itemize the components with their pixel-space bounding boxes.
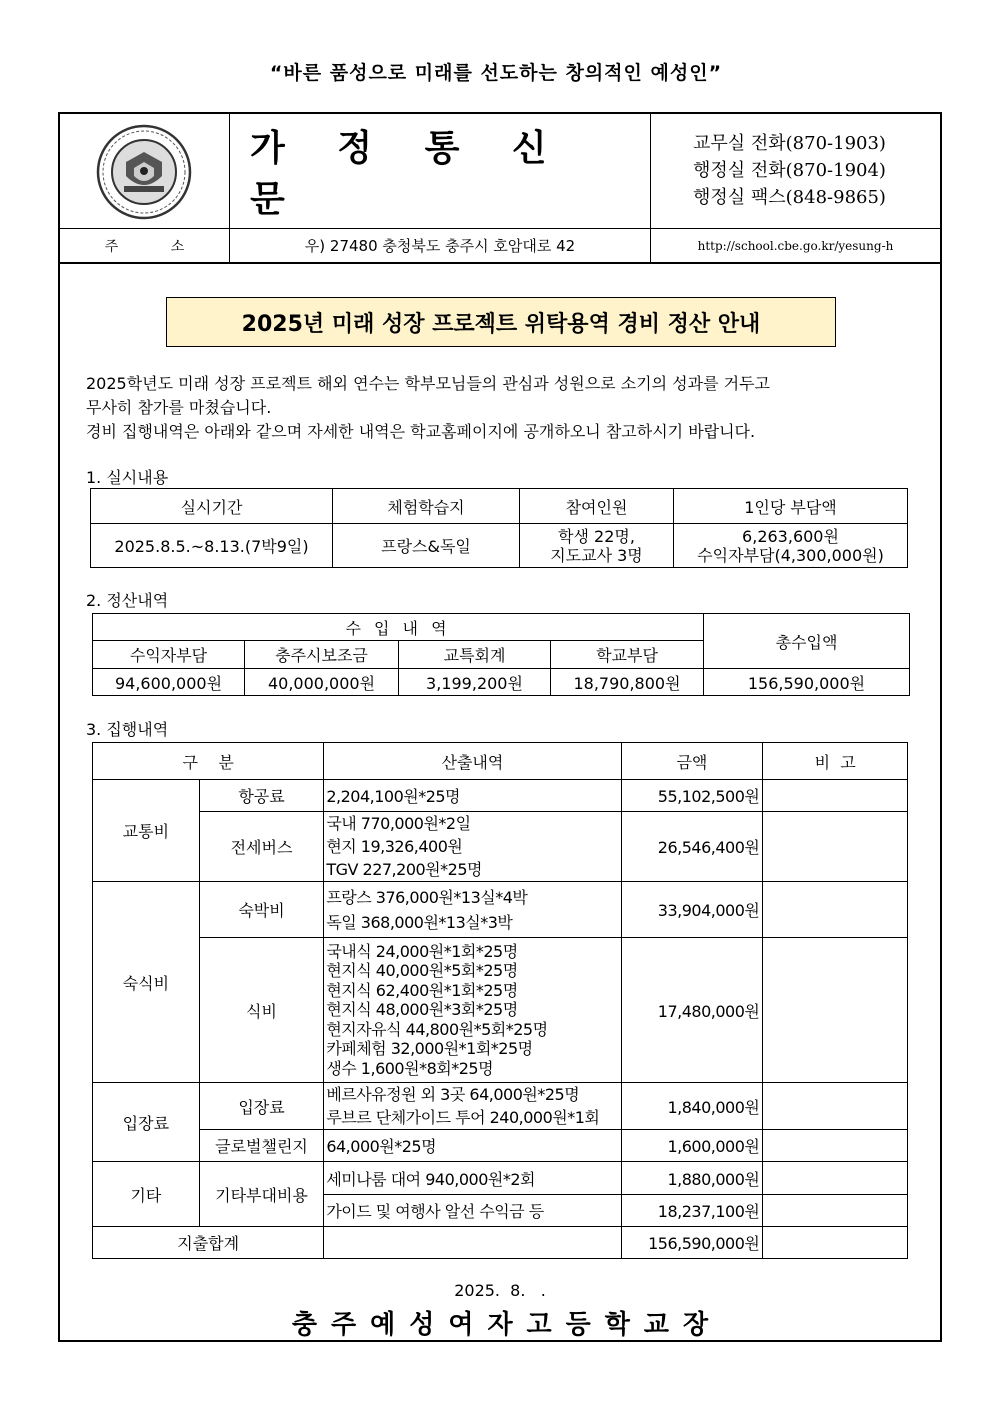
category-lodging: 숙식비 — [93, 882, 200, 1083]
calc-line: 독일 368,000원*13실*3박 — [326, 912, 513, 932]
amount-cell: 1,600,000원 — [621, 1130, 763, 1162]
note-cell — [763, 1130, 908, 1162]
calc-line: 베르사유정원 외 3곳 64,000원*25명 — [326, 1085, 580, 1104]
total-income-header: 총수입액 — [704, 614, 910, 669]
address-label: 주 소 — [60, 229, 230, 264]
header-cell: 체험학습지 — [333, 489, 520, 524]
calc-line: 국내 770,000원*2일 — [326, 814, 471, 833]
period-cell: 2025.8.5.~8.13.(7박9일) — [91, 524, 333, 568]
header-cell: 비 고 — [763, 743, 908, 780]
program-table — [90, 488, 908, 568]
logo-cell — [60, 114, 230, 229]
calc-cell — [324, 938, 621, 1083]
header-cell: 실시기간 — [91, 489, 333, 524]
document-title: 2025년 미래 성장 프로젝트 위탁용역 경비 정산 안내 — [166, 297, 836, 347]
amount-cell: 33,904,000원 — [621, 882, 763, 938]
contact-block — [651, 114, 940, 229]
value-cell: 94,600,000원 — [93, 669, 245, 696]
contact-admin: 행정실 전화(870-1904) — [693, 160, 886, 181]
intro-line: 2025학년도 미래 성장 프로젝트 해외 연수는 학부모님들의 관심과 성원으로 소기의 성과를 거두고 — [86, 374, 770, 393]
item-name: 글로벌챌린지 — [199, 1130, 324, 1162]
calc-line: TGV 227,200원*25명 — [326, 860, 482, 879]
item-name: 식비 — [199, 938, 324, 1083]
section-heading-3: 3. 집행내역 — [86, 720, 169, 739]
note-cell — [763, 812, 908, 882]
calc-line: 루브르 단체가이드 투어 240,000원*1회 — [326, 1108, 600, 1127]
calc-line: 현지식 48,000원*3회*25명 — [326, 1000, 518, 1020]
place-cell: 프랑스&독일 — [333, 524, 520, 568]
letterhead — [60, 114, 940, 264]
school-seal-icon — [96, 124, 192, 220]
section-heading-2: 2. 정산내역 — [86, 591, 169, 610]
header-cell: 구 분 — [93, 743, 324, 780]
header-cell: 교특회계 — [399, 641, 551, 669]
participants-teachers: 지도교사 3명 — [550, 545, 643, 565]
calc-cell — [324, 882, 621, 938]
calc-cell: 64,000원*25명 — [324, 1130, 621, 1162]
amount-cell: 1,880,000원 — [621, 1162, 763, 1195]
amount-cell: 55,102,500원 — [621, 780, 763, 812]
newsletter-title-cell — [230, 114, 651, 229]
cost-cell — [674, 524, 908, 568]
note-cell — [763, 1162, 908, 1195]
issue-date: 2025. 8. . — [454, 1281, 546, 1300]
calc-line: 현지자유식 44,800원*5회*25명 — [326, 1019, 548, 1039]
note-cell — [763, 1227, 908, 1259]
header-cell: 금액 — [621, 743, 763, 780]
amount-cell: 1,840,000원 — [621, 1083, 763, 1130]
note-cell — [763, 882, 908, 938]
item-name: 숙박비 — [199, 882, 324, 938]
amount-cell: 18,237,100원 — [621, 1195, 763, 1227]
value-cell: 18,790,800원 — [551, 669, 704, 696]
calc-line: 현지식 62,400원*1회*25명 — [326, 980, 518, 1000]
note-cell — [763, 938, 908, 1083]
item-name: 항공료 — [199, 780, 324, 812]
participants-students: 학생 22명, — [558, 526, 635, 546]
note-cell — [763, 780, 908, 812]
header-cell: 1인당 부담액 — [674, 489, 908, 524]
expense-total-amount: 156,590,000원 — [621, 1227, 763, 1259]
item-name: 입장료 — [199, 1083, 324, 1130]
header-cell: 참여인원 — [520, 489, 674, 524]
expense-table — [92, 742, 908, 1259]
school-motto: “바른 품성으로 미래를 선도하는 창의적인 예성인” — [269, 62, 723, 84]
calc-cell: 가이드 및 여행사 알선 수익금 등 — [324, 1195, 621, 1227]
intro-text — [86, 372, 906, 444]
header-cell: 산출내역 — [324, 743, 621, 780]
cost-beneficiary: 수익자부담(4,300,000원) — [697, 545, 884, 565]
category-admission: 입장료 — [93, 1083, 200, 1162]
category-etc: 기타 — [93, 1162, 200, 1227]
section-heading-1: 1. 실시내용 — [86, 468, 169, 487]
calc-line: 현지식 40,000원*5회*25명 — [326, 961, 518, 981]
principal-signature: 충주예성여자고등학교장 — [291, 1310, 723, 1340]
contact-academic: 교무실 전화(870-1903) — [693, 133, 886, 154]
newsletter-title: 가 정 통 신 문 — [250, 128, 567, 220]
participants-cell — [520, 524, 674, 568]
calc-line: 카페체험 32,000원*1회*25명 — [326, 1039, 533, 1059]
calc-line: 생수 1,600원*8회*25명 — [326, 1058, 494, 1078]
calc-cell: 2,204,100원*25명 — [324, 780, 621, 812]
header-cell: 수익자부담 — [93, 641, 245, 669]
calc-cell — [324, 1083, 621, 1130]
item-name: 전세버스 — [199, 812, 324, 882]
calc-cell: 세미나룸 대여 940,000원*2회 — [324, 1162, 621, 1195]
amount-cell: 17,480,000원 — [621, 938, 763, 1083]
category-transport: 교통비 — [93, 780, 200, 882]
address-value: 우) 27480 충청북도 충주시 호암대로 42 — [230, 229, 651, 264]
income-header: 수 입 내 역 — [93, 614, 704, 641]
calc-line: 국내식 24,000원*1회*25명 — [326, 941, 518, 961]
school-url[interactable]: http://school.cbe.go.kr/yesung-h — [651, 229, 940, 264]
expense-total-label: 지출합계 — [93, 1227, 324, 1259]
settlement-table — [92, 613, 910, 696]
newsletter-frame — [58, 112, 942, 1342]
item-name: 기타부대비용 — [199, 1162, 324, 1227]
value-cell: 3,199,200원 — [399, 669, 551, 696]
calc-cell — [324, 1227, 621, 1259]
calc-line: 프랑스 376,000원*13실*4박 — [326, 887, 528, 907]
value-cell: 40,000,000원 — [245, 669, 399, 696]
intro-line: 경비 집행내역은 아래와 같으며 자세한 내역은 학교홈페이지에 공개하오니 참고하시기 바랍니다. — [86, 422, 756, 441]
intro-line: 무사히 참가를 마쳤습니다. — [86, 398, 272, 417]
contact-fax: 행정실 팩스(848-9865) — [693, 187, 886, 208]
calc-line: 현지 19,326,400원 — [326, 837, 463, 856]
amount-cell: 26,546,400원 — [621, 812, 763, 882]
total-income-value: 156,590,000원 — [704, 669, 910, 696]
note-cell — [763, 1083, 908, 1130]
cost-per-person: 6,263,600원 — [742, 526, 839, 546]
calc-cell — [324, 812, 621, 882]
header-cell: 충주시보조금 — [245, 641, 399, 669]
header-cell: 학교부담 — [551, 641, 704, 669]
note-cell — [763, 1195, 908, 1227]
